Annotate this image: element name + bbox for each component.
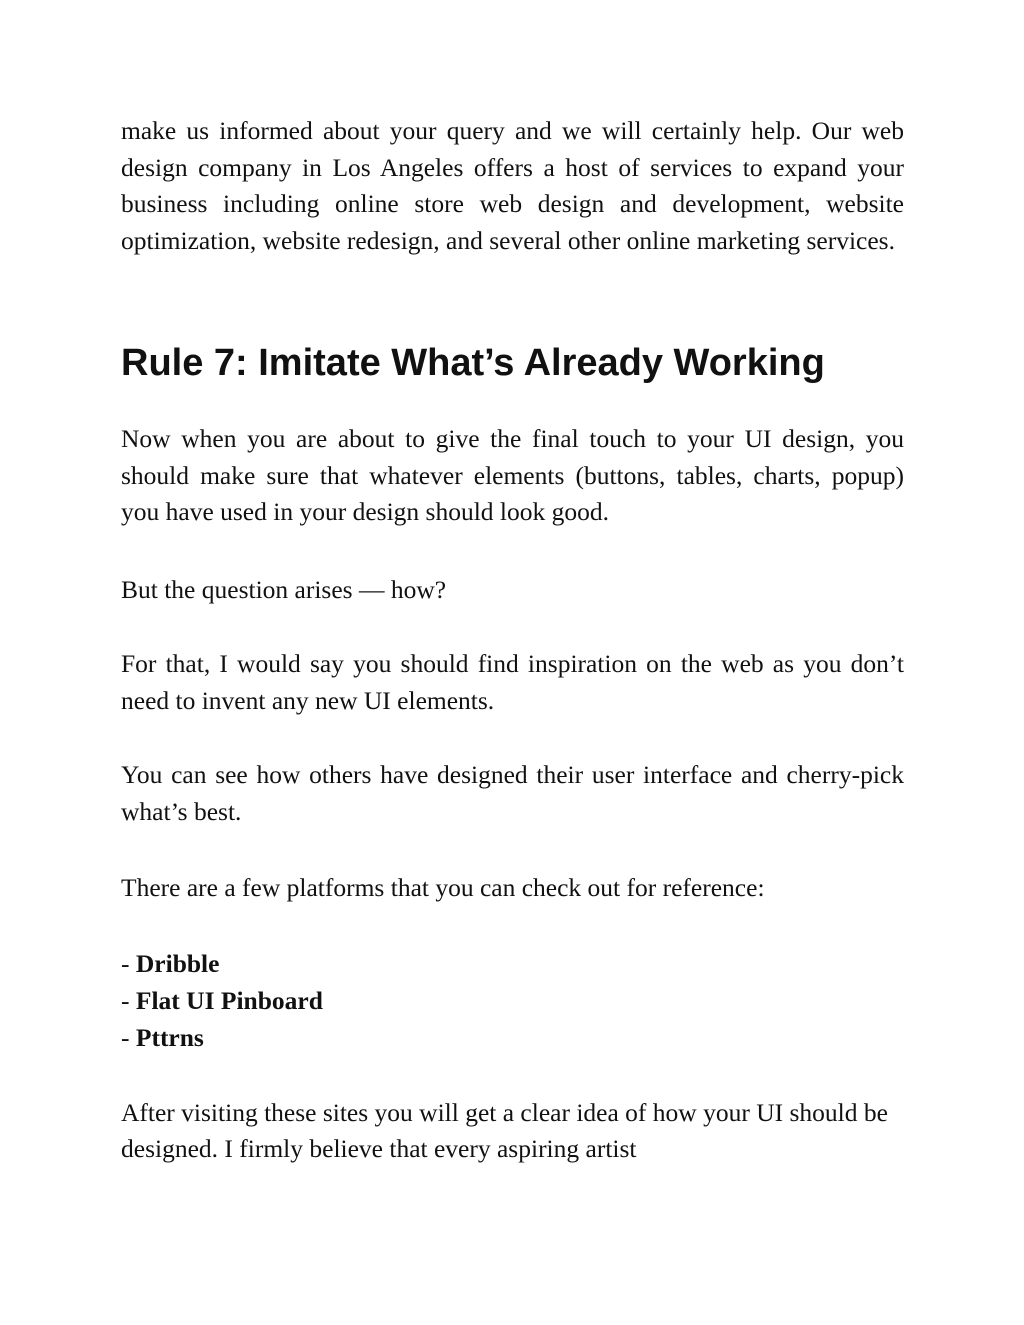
list-item xyxy=(121,1019,904,1056)
list-bullet: - xyxy=(121,948,136,978)
reference-flat-ui-pinboard: Flat UI Pinboard xyxy=(135,985,323,1015)
reference-list xyxy=(121,945,904,1056)
list-bullet: - xyxy=(121,1022,136,1052)
reference-pttrns: Pttrns xyxy=(135,1022,204,1052)
list-item xyxy=(121,982,904,1019)
list-bullet: - xyxy=(121,985,136,1015)
body-paragraph-1: Now when you are about to give the final touch to your UI design, you should make sure that whatever elements (buttons, tables, charts, popup) you have used in your design should look good. xyxy=(121,424,904,526)
closing-paragraph: After visiting these sites you will get a clear idea of how your UI should be designed. I firmly believe that every aspiring artist xyxy=(121,1097,888,1163)
body-paragraph-4: You can see how others have designed their user interface and cherry-pick what’s best. xyxy=(121,760,904,826)
list-item xyxy=(121,945,904,982)
reference-dribble: Dribble xyxy=(135,948,220,978)
section-heading: Rule 7: Imitate What’s Already Working xyxy=(121,342,825,384)
body-paragraph-2: But the question arises — how? xyxy=(121,574,447,604)
body-paragraph-3: For that, I would say you should find inspiration on the web as you don’t need to invent any new UI elements. xyxy=(121,649,904,715)
document-page xyxy=(121,113,904,1168)
body-paragraph-5: There are a few platforms that you can check out for reference: xyxy=(121,873,765,902)
intro-paragraph: make us informed about your query and we will certainly help. Our web design company in Los Angeles offers a host of services to expand your business including online store web design and development, website optimization, website redesign, and several other online marketing services. xyxy=(121,116,904,255)
